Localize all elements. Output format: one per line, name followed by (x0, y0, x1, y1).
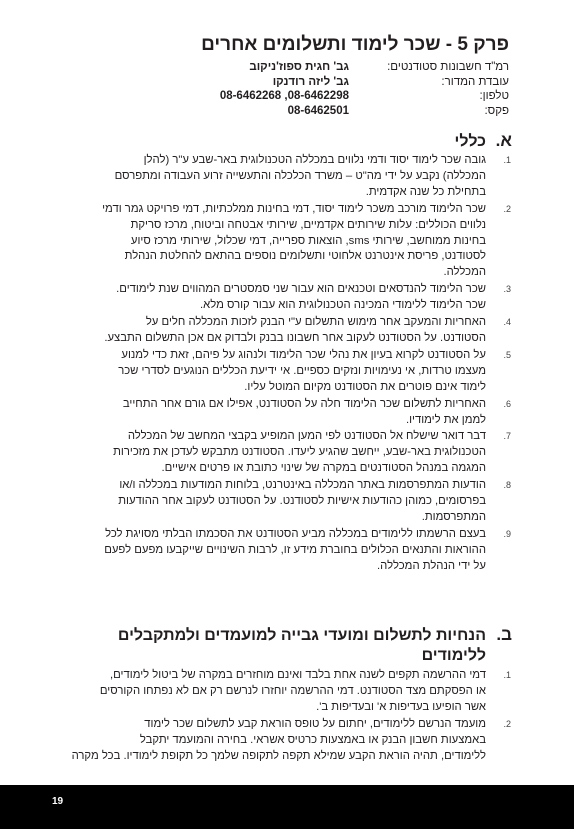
list-item-line: הודעות המתפרסמות באתר המכללה באינטרנט, בלוחות המודעות במכללה ו/או (119, 479, 486, 492)
list-item (66, 315, 511, 347)
list-item-number: 3. (503, 284, 511, 295)
list-item-number: 9. (503, 528, 511, 539)
list-item-number: 1. (503, 155, 511, 165)
list-item (66, 348, 511, 396)
list-item-line: על הסטודנט לקרוא בעיון את נהלי שכר הלימוד ולנהוג על פיהם, זאת כדי למנוע (121, 348, 486, 361)
list-item (66, 478, 511, 526)
list-item-number: 2. (503, 718, 511, 729)
section-a-title: כללי (454, 133, 486, 150)
contact-labels (359, 60, 509, 118)
list-item-line: בפרסומים, כמוהן כהודעות אישיות לסטודנט. על הסטודנט לעקוב אחר ההודעות (118, 495, 486, 508)
section-a-letter: א. (495, 131, 512, 150)
list-item-line: נלווים הכוללים: עלות שירותים אקדמיים, שירותי אבטחה וביטוח, מרכז סריקת (130, 218, 486, 231)
list-item-line: המכללה. (443, 266, 486, 279)
contact-label-phone: טלפון: (479, 90, 509, 102)
contact-label-fax: פקס: (484, 104, 509, 117)
list-item (66, 153, 511, 201)
contact-value-employee: גב' ליזה רודנקו (272, 75, 349, 88)
list-item-line: המכללה) נקבע על ידי מה"ט – משרד הכלכלה והתעשייה זרוע העבודה ומתפרסם (114, 169, 486, 182)
section-b-list (66, 668, 511, 765)
list-item (66, 527, 511, 575)
section-b-letter: ב. (496, 625, 512, 644)
list-item (66, 668, 511, 716)
list-item-line: דמי ההרשמה תקפים לשנה אחת בלבד ואינם מוחזרים במקרה של ביטול לימודים, (109, 669, 486, 681)
list-item-number: 6. (503, 398, 511, 409)
list-item-number: 5. (503, 349, 511, 360)
chapter-title: פרק 5 - שכר לימוד ותשלומים אחרים (201, 34, 509, 55)
contact-value-phone: 08-6462268 ,08-6462298 (219, 90, 349, 102)
list-item-line: הסטודנט. על הסטודנט לעקוב אחר חשבונו בבנק ולבדוק אם אכן התשלום התבצע. (104, 331, 486, 344)
list-item-line: בתחילת כל שנה אקדמית. (365, 185, 486, 198)
list-item-line: שכר הלימוד ללימודי המכינה הטכנולוגית הוא עבור קורס מלא. (200, 299, 486, 312)
list-item-line: לסטודנט, פריסת אינטרנט אלחוטי ותשלומים נוספים בהתאם להחלטת הנהלת (124, 250, 486, 263)
list-item-line: מועמד הנרשם ללימודים, יחתום על טופס הוראת קבע לתשלום שכר לימוד (144, 717, 486, 730)
list-item (66, 282, 511, 314)
list-item (66, 202, 511, 282)
list-item-line: או הפסקתם מצד הסטודנט. דמי ההרשמה יוחזרו לנרשם רק אם לא נפתחו הקורסים (99, 684, 486, 697)
list-item-line: אשר הופיעו בעדיפות א' ובעדיפות ב'. (316, 700, 486, 713)
list-item-line: על ידי הנהלת המכללה. (377, 559, 486, 572)
contact-values (149, 60, 349, 118)
section-a-heading (72, 131, 512, 152)
page-number: 19 (52, 796, 64, 807)
section-b-heading (72, 625, 512, 666)
list-item-line: באמצעות חשבון הבנק או באמצעות כרטיס אשראי. בחירה והמועמד יתקבל (139, 733, 486, 746)
contact-value-fax: 08-6462501 (287, 104, 349, 117)
contact-label-manager: רמ"ד חשבונות סטודנטים: (387, 61, 509, 73)
list-item-line: המגמה במנהל הסטודנטים במקרה של שינוי כתובת או פרטים אישיים. (161, 462, 486, 475)
list-item-line: גובה שכר לימוד יסוד ודמי נלווים במכללה הטכנולוגית באר-שבע ע"ר (להלן (143, 154, 486, 166)
list-item-line: דבר דואר שישלח אל הסטודנט לפי המען המופיע בקבצי המחשב של המכללה (127, 430, 486, 443)
list-item-line: הטכנולוגית באר-שבע, ייחשב שהגיע ליעדו. הסטודנט מתבקש לעדכן את מזכירות (113, 446, 486, 459)
page-footer (0, 785, 574, 829)
list-item-line: מעצמו טרדות, אי נעימויות ונזקים כספיים. אי ידיעת הכללים הנוגעים לסדרי שכר (118, 364, 486, 377)
section-b-title-line2: ללימודים (421, 647, 486, 664)
contact-label-employee: עובדת המדור: (441, 75, 509, 88)
list-item-line: המתפרסמות. (421, 510, 486, 523)
list-item-number: 1. (503, 670, 511, 680)
list-item-line: בעצם הרשמתו ללימודים במכללה מביע הסטודנט את הסכמתו הבלתי מסויגת לכל (105, 527, 486, 540)
section-a-list (66, 153, 511, 576)
list-item (66, 429, 511, 477)
list-item-line: לימוד אינם פוטרים את הסטודנט מקיום המוטל עליו. (244, 380, 486, 393)
list-item-number: 7. (503, 431, 511, 442)
list-item-line: שכר הלימוד מורכב משכר לימוד יסוד, דמי בחינות ממלכתיות, דמי פרויקט גמר ודמי (102, 202, 486, 215)
list-item-number: 2. (503, 203, 511, 214)
list-item (66, 717, 511, 765)
list-item-number: 4. (503, 317, 511, 328)
list-item-line: האחריות והמעקב אחר מימוש התשלום ע"י הבנק לזכות המכללה חלים על (145, 316, 486, 329)
list-item-line: ללימודים, תהיה הוראת הקבע שמילא תקפה לתקופה שלמך כל תקופת לימודיו. בכל מקרה (71, 749, 486, 762)
list-item-line: ההוראות והתנאים הכלולים בחוברת מידע זו, לרבות השינויים שייקבעו מפעם לפעם (104, 543, 486, 556)
list-item-number: 8. (503, 480, 511, 491)
list-item (66, 397, 511, 429)
list-item-line: לממן את לימודיו. (405, 413, 486, 426)
list-item-line: שכר הלימוד להנדסאים וטכנאים הוא עבור שני סמסטרים המהווים שנת לימודים. (116, 283, 486, 296)
contact-value-manager: גב' חגית ספוז'ניקוב (249, 61, 349, 73)
list-item-line: האחריות לתשלום שכר הלימוד חלה על הסטודנט, אפילו אם גורם אחר התחייב (122, 397, 486, 410)
section-b-title: הנחיות לתשלום ומועדי גבייה למועמדים ולמתקבלים (117, 627, 486, 644)
list-item-line: בחינות ממוחשב, שירותי sms, הוצאות ספרייה, דמי שכלול, שירותי מרכז סיוע (130, 234, 486, 247)
